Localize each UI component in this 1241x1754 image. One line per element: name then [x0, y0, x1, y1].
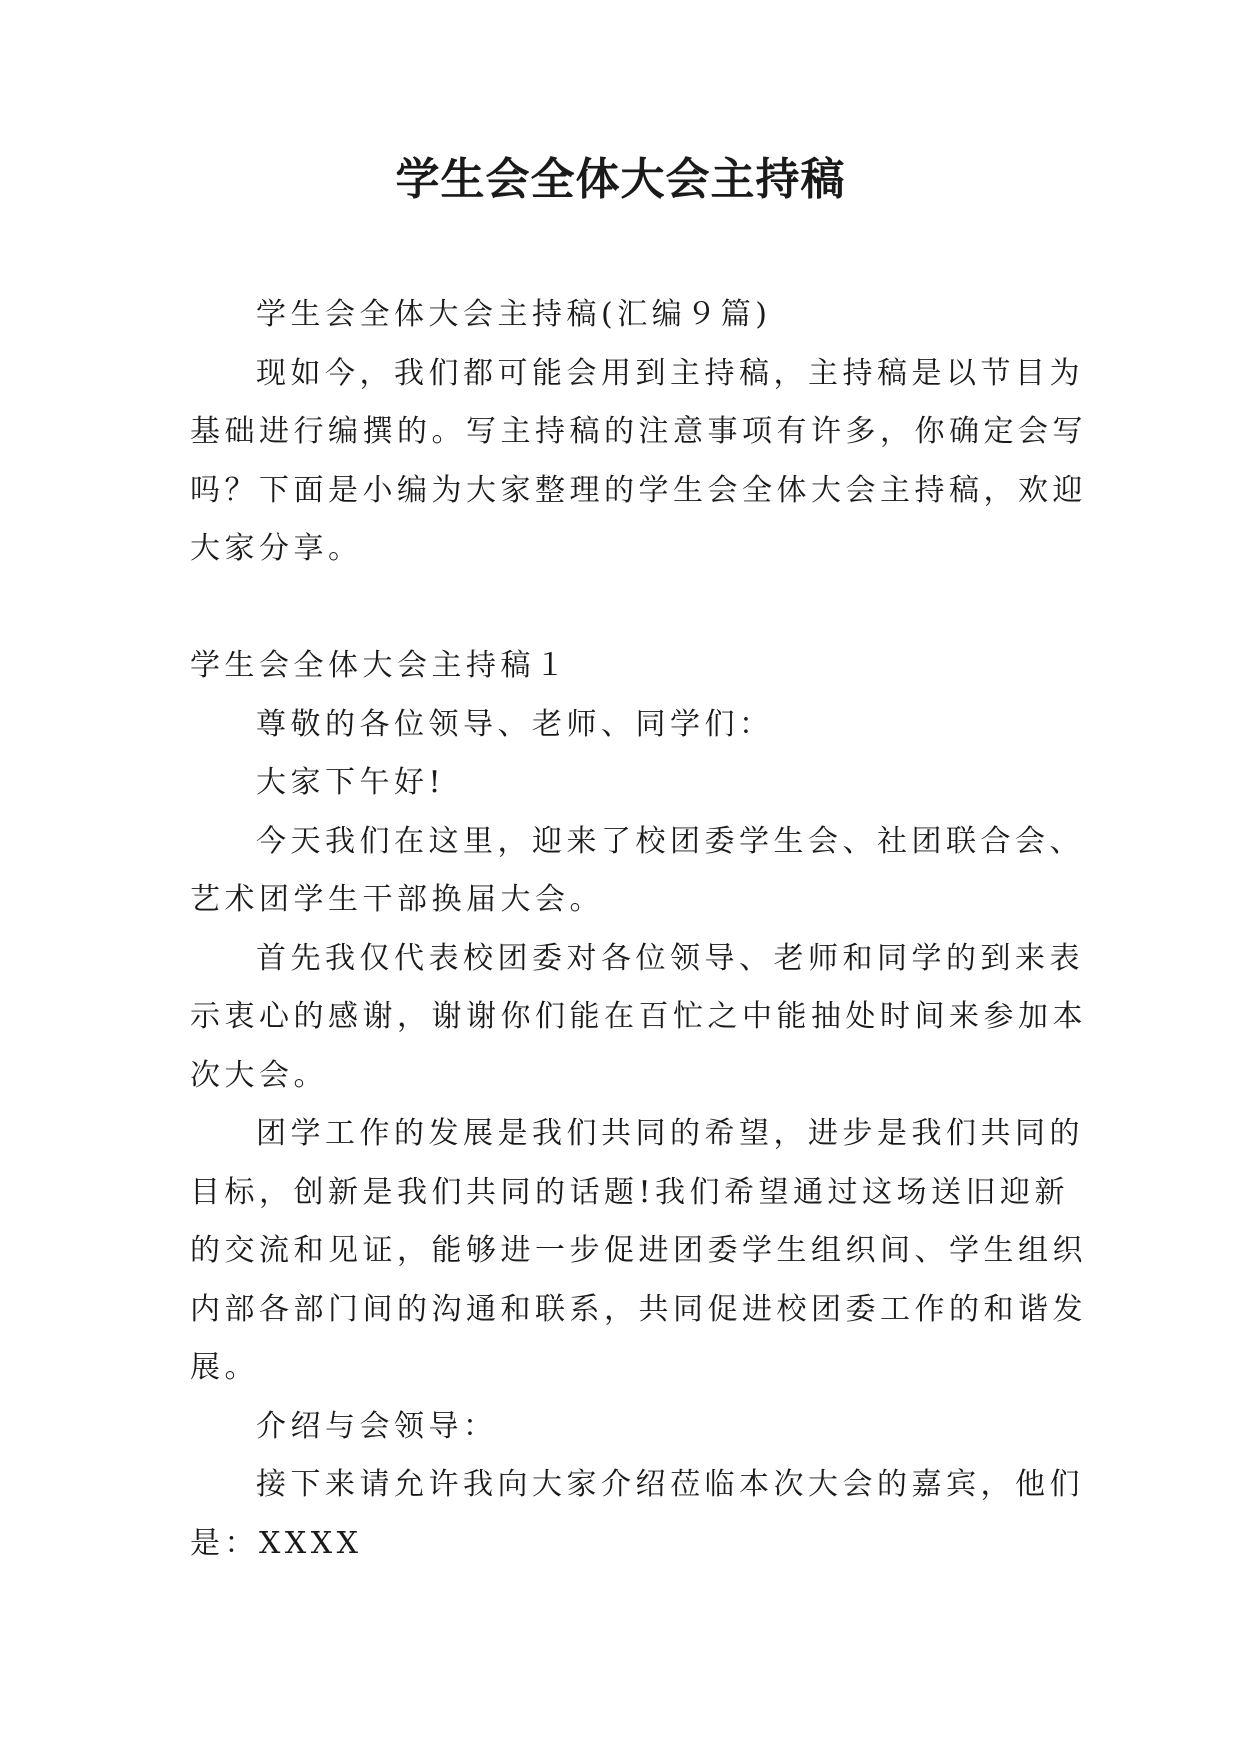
- text-line: 是：XXXX: [190, 1525, 363, 1561]
- text-line: 基础进行编撰的。写主持稿的注意事项有许多，你确定会写: [190, 414, 1087, 449]
- text-line: 今天我们在这里，迎来了校团委学生会、社团联合会、: [256, 823, 1084, 859]
- text-line: 的交流和见证，能够进一步促进团委学生组织间、学生组织: [190, 1233, 1087, 1268]
- text-line: 大家下午好!: [256, 765, 446, 800]
- paragraph-guests: [190, 1456, 1084, 1573]
- text-line: 尊敬的各位领导、老师、同学们：: [256, 706, 774, 742]
- text-line: 学生会全体大会主持稿１: [190, 648, 570, 683]
- text-line: 团学工作的发展是我们共同的希望，进步是我们共同的: [256, 1116, 1084, 1151]
- text-line: 大家分享。: [190, 531, 363, 566]
- paragraph-development: [190, 1105, 1087, 1398]
- text-line: 接下来请允许我向大家介绍莅临本次大会的嘉宾，他们: [256, 1467, 1084, 1502]
- section-heading: [190, 637, 1060, 696]
- paragraph-thanks: [190, 930, 1087, 1106]
- text-line: 内部各部门间的沟通和联系，共同促进校团委工作的和谐发: [190, 1291, 1087, 1327]
- paragraph-afternoon: [190, 754, 1060, 813]
- text-line: 目标，创新是我们共同的话题!我们希望通过这场送旧迎新: [190, 1174, 1070, 1210]
- text-line: 介绍与会领导：: [256, 1408, 498, 1444]
- text-line: 学生会全体大会主持稿(汇编９篇): [256, 297, 772, 332]
- text-line: 首先我仅代表校团委对各位领导、老师和同学的到来表: [256, 940, 1084, 976]
- text-line: 次大会。: [190, 1057, 328, 1093]
- paragraph-intro: [190, 345, 1087, 579]
- text-line: 展。: [190, 1350, 259, 1385]
- paragraph-today: [190, 813, 1084, 930]
- document-title: 学生会全体大会主持稿: [395, 154, 846, 205]
- paragraph-introduce-leaders: [190, 1398, 1060, 1457]
- paragraph-greeting: [190, 696, 1060, 755]
- text-line: 艺术团学生干部换届大会。: [190, 882, 604, 917]
- document-body: [190, 286, 1087, 1573]
- text-line: 现如今，我们都可能会用到主持稿，主持稿是以节目为: [256, 355, 1084, 391]
- text-line: 示衷心的感谢，谢谢你们能在百忙之中能抽处时间来参加本: [190, 999, 1087, 1034]
- paragraph-gap: [190, 579, 1060, 638]
- text-line: 吗？下面是小编为大家整理的学生会全体大会主持稿，欢迎: [190, 472, 1087, 508]
- paragraph-subtitle: [190, 286, 1060, 345]
